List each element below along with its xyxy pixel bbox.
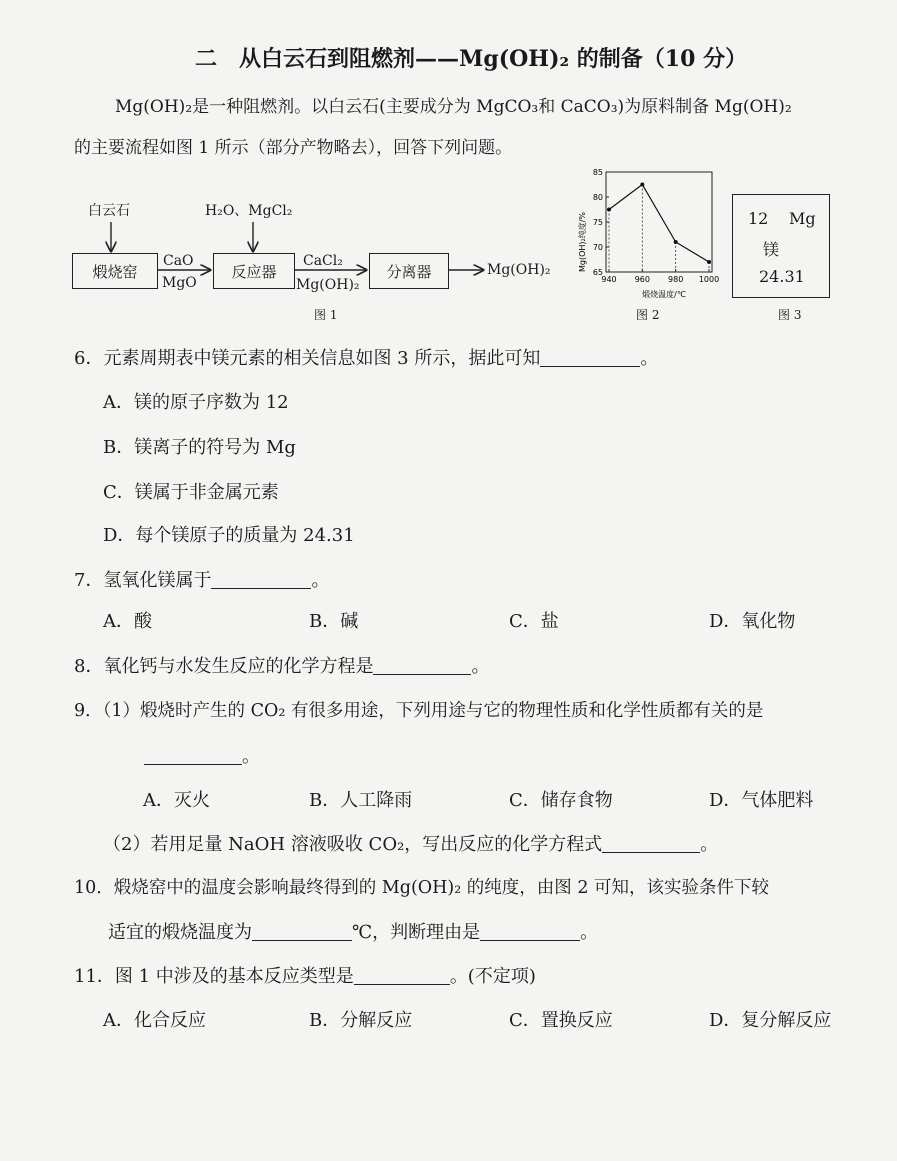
y-axis-label: Mg(OH)₂纯度/% <box>578 211 587 273</box>
y-tick-label: 85 <box>592 168 603 177</box>
q10-end: 。 <box>580 922 599 943</box>
q9-option-a: A．灭火 <box>143 790 210 811</box>
data-point <box>640 183 644 187</box>
question-7 <box>74 566 329 592</box>
q9-end: 。 <box>242 746 260 767</box>
q9-answer-line <box>144 742 260 768</box>
question-10-line-2 <box>108 918 598 944</box>
q11-option-d: D．复分解反应 <box>709 1010 832 1031</box>
plot-frame <box>606 172 712 272</box>
q7-stem: 7．氢氧化镁属于 <box>74 570 212 591</box>
data-point <box>707 260 711 264</box>
arrow1-bottom-label: MgO <box>162 275 197 291</box>
element-symbol: Mg <box>789 209 816 228</box>
periodic-element-cell <box>732 194 830 298</box>
y-tick-label: 75 <box>592 218 603 227</box>
figure-3-caption: 图 3 <box>778 308 802 322</box>
q6-stem: 6．元素周期表中镁元素的相关信息如图 3 所示，据此可知 <box>74 348 541 369</box>
y-tick-label: 70 <box>592 243 603 252</box>
q11-option-c: C．置换反应 <box>509 1010 613 1031</box>
q8-end: 。 <box>471 656 490 677</box>
intro-line-1: Mg(OH)₂是一种阻燃剂。以白云石(主要成分为 MgCO₃和 CaCO₃)为原料制备 Mg(OH)₂ <box>115 97 792 117</box>
q11-option-a: A．化合反应 <box>103 1010 206 1031</box>
reactor-label: 反应器 <box>231 262 277 281</box>
q8-stem: 8．氧化钙与水发生反应的化学方程是 <box>74 656 374 677</box>
atomic-mass: 24.31 <box>759 267 805 286</box>
q9-part2-answer-blank[interactable] <box>602 834 700 853</box>
q7-answer-blank[interactable] <box>211 570 311 589</box>
q11-answer-blank[interactable] <box>354 966 450 985</box>
series-line-purity <box>609 185 709 263</box>
q9-part2-end: 。 <box>700 834 719 855</box>
intro-line-2: 的主要流程如图 1 所示（部分产物略去），回答下列问题。 <box>74 138 513 158</box>
q10-temperature-blank[interactable] <box>252 922 352 941</box>
y-tick-label: 80 <box>592 193 603 202</box>
question-9-part-1: 9．（1）煅烧时产生的 CO₂ 有很多用途，下列用途与它的物理性质和化学性质都有关的是 <box>74 701 764 721</box>
arrow2-bottom-label: Mg(OH)₂ <box>296 277 360 293</box>
arrow2-top-label: CaCl₂ <box>303 253 343 269</box>
q9-option-d: D．气体肥料 <box>709 790 814 811</box>
x-tick-label: 940 <box>601 275 617 284</box>
q10-reason-blank[interactable] <box>480 922 580 941</box>
q10-stem-a: 适宜的煅烧温度为 <box>108 922 252 943</box>
data-point <box>607 208 611 212</box>
q9-part2-stem: （2）若用足量 NaOH 溶液吸收 CO₂，写出反应的化学方程式 <box>103 834 603 855</box>
q6-end: 。 <box>640 348 659 369</box>
question-9-part-2 <box>103 830 718 856</box>
q7-option-c: C．盐 <box>509 611 559 632</box>
q7-option-b: B．碱 <box>309 611 359 632</box>
q6-option-c: C．镁属于非金属元素 <box>103 482 279 503</box>
y-tick-label: 65 <box>592 268 603 277</box>
x-tick-label: 1000 <box>698 275 720 284</box>
question-10-line-1: 10．煅烧窑中的温度会影响最终得到的 Mg(OH)₂ 的纯度，由图 2 可知，该实验条件下较 <box>74 878 770 898</box>
q10-stem-b: ℃，判断理由是 <box>352 922 481 943</box>
element-name: 镁 <box>763 240 780 259</box>
x-tick-label: 960 <box>634 275 650 284</box>
q9-option-b: B．人工降雨 <box>309 790 413 811</box>
input-dolomite: 白云石 <box>88 203 130 219</box>
q9-answer-blank[interactable] <box>144 746 242 765</box>
q11-stem: 11．图 1 中涉及的基本反应类型是 <box>74 966 354 987</box>
figure-2-caption: 图 2 <box>636 308 660 322</box>
q7-option-a: A．酸 <box>103 611 152 632</box>
q6-answer-blank[interactable] <box>540 348 640 367</box>
figure-2-line-chart <box>574 164 724 304</box>
q11-option-b: B．分解反应 <box>309 1010 413 1031</box>
kiln-label: 煅烧窑 <box>92 262 138 281</box>
question-6 <box>74 344 658 370</box>
q6-option-a: A．镁的原子序数为 12 <box>103 392 289 413</box>
q8-answer-blank[interactable] <box>373 656 471 675</box>
x-axis-label: 煅烧温度/℃ <box>642 290 686 299</box>
q6-option-b: B．镁离子的符号为 Mg <box>103 437 296 458</box>
q7-option-d: D．氧化物 <box>709 611 796 632</box>
arrow1-top-label: CaO <box>163 253 194 269</box>
question-11 <box>74 962 536 988</box>
section-title: 二 从白云石到阻燃剂——Mg(OH)₂ 的制备（10 分） <box>195 46 748 72</box>
q7-end: 。 <box>311 570 330 591</box>
q11-end: 。(不定项) <box>449 966 536 987</box>
separator-label: 分离器 <box>386 262 432 281</box>
input-reagents: H₂O、MgCl₂ <box>205 203 293 219</box>
q9-option-c: C．储存食物 <box>509 790 613 811</box>
atomic-number: 12 <box>748 209 769 228</box>
output-product: Mg(OH)₂ <box>487 262 551 278</box>
question-8 <box>74 652 489 678</box>
figure-1-caption: 图 1 <box>314 308 338 322</box>
q6-option-d: D．每个镁原子的质量为 24.31 <box>103 525 355 546</box>
data-point <box>674 240 678 244</box>
x-tick-label: 980 <box>668 275 684 284</box>
